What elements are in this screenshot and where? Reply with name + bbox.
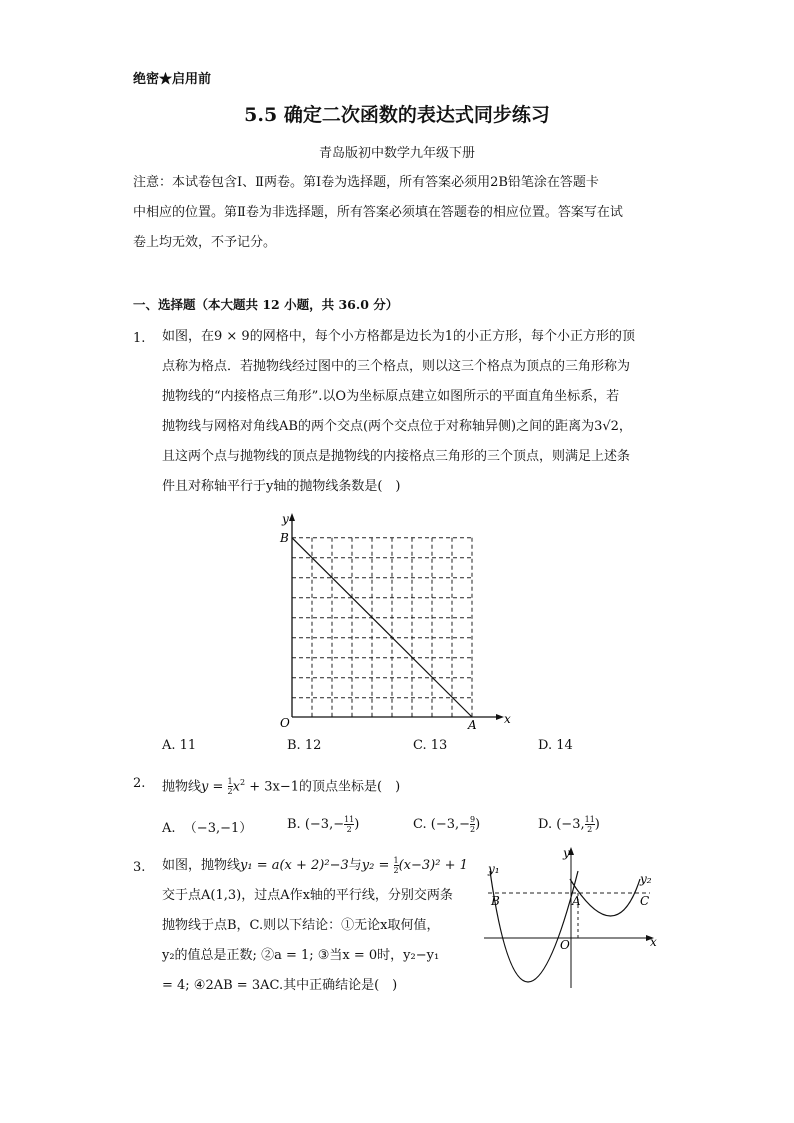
- option-c[interactable]: C. 13: [413, 738, 448, 753]
- question-line: 抛物线与网格对角线AB的两个交点(两个交点位于对称轴异侧)之间的距离为3√2，: [162, 419, 632, 434]
- question-number: 3.: [133, 860, 146, 875]
- q2-option-d[interactable]: D. (−3, $\frac{11}{2}$ ): [538, 815, 600, 834]
- page-title: 5.5 确定二次函数的表达式同步练习: [244, 104, 550, 126]
- question-line: 交于点A(1,3)，过点A作x轴的平行线，分别交两条: [162, 888, 453, 903]
- question-line: = 4; ④2AB = 3AC.其中正确结论是( ): [162, 978, 398, 993]
- instruction-line: 卷上均无效，不予记分。: [133, 235, 277, 250]
- question-line: 点称为格点．若抛物线经过图中的三个格点，则以这三个格点为顶点的三角形称为: [162, 359, 631, 374]
- option-b[interactable]: B. 12: [287, 738, 322, 753]
- point-a-label: A: [572, 894, 581, 908]
- point-a-label: A: [468, 718, 477, 732]
- question-line: y₂的值总是正数; ②a = 1; ③当x = 0时，y₂−y₁: [162, 948, 440, 963]
- question-line: 如图，抛物线y₁ = a(x + 2)²−3与y₂ = $\frac{1}{2}$ (x−3)² + 1: [162, 856, 468, 875]
- option-d[interactable]: D. 14: [538, 738, 573, 753]
- point-b-label: B: [280, 531, 289, 545]
- point-b-label: B: [491, 894, 500, 908]
- instruction-line: 中相应的位置。第Ⅱ卷为非选择题，所有答案必须填在答题卷的相应位置。答案写在试: [133, 205, 623, 220]
- q2-option-b[interactable]: B. (−3,− $\frac{11}{2}$ ): [287, 815, 360, 834]
- origin-label: O: [280, 716, 290, 730]
- diagonal-ab: [292, 538, 472, 717]
- option-a[interactable]: A. 11: [162, 738, 197, 753]
- question-3-text: [162, 851, 472, 1001]
- x-axis-arrow: [496, 714, 504, 720]
- origin-label: O: [560, 938, 570, 952]
- question-line: 抛物线的“内接格点三角形”.以O为坐标原点建立如图所示的平面直角坐标系，若: [162, 389, 620, 404]
- y-axis-label: y: [282, 512, 289, 526]
- question-1-text: [162, 322, 692, 502]
- section-heading: 一、选择题（本大题共 12 小题，共 36.0 分）: [133, 297, 399, 312]
- y-axis-arrow: [289, 513, 295, 521]
- instruction-line: 注意：本试卷包含Ⅰ、Ⅱ两卷。第Ⅰ卷为选择题，所有答案必须用2B铅笔涂在答题卡: [133, 175, 599, 190]
- fraction: $\frac{1}{2}$: [227, 777, 233, 797]
- point-c-label: C: [640, 894, 650, 908]
- y-axis-label: y: [563, 846, 570, 860]
- page-subtitle: 青岛版初中数学九年级下册: [318, 146, 475, 161]
- question-number: 1.: [133, 331, 146, 346]
- question-number: 2.: [133, 776, 146, 791]
- q2-option-c[interactable]: C. (−3,− $\frac{9}{2}$ ): [413, 815, 481, 834]
- question-2-text: 抛物线y = $\frac{1}{2}$ $x^2 + 3x-1$的顶点坐标是( ): [162, 777, 401, 797]
- x-axis-label: x: [504, 712, 511, 726]
- question-line: 且这两个点与抛物线的顶点是抛物线的内接格点三角形的三个顶点，则满足上述条: [162, 449, 631, 464]
- grid-figure: [272, 505, 522, 735]
- x-axis-label: x: [650, 935, 657, 949]
- question-line: 件且对称轴平行于y轴的抛物线条数是( ): [162, 479, 401, 494]
- parabola-y1: [490, 871, 578, 982]
- y1-label: y₁: [488, 862, 500, 876]
- question-line: 抛物线于点B，C.则以下结论：①无论x取何值，: [162, 918, 440, 933]
- q2-option-a[interactable]: A. （−3,−1）: [162, 821, 253, 836]
- parabola-figure: [480, 843, 670, 993]
- instructions: [133, 168, 673, 258]
- y2-label: y₂: [640, 872, 652, 886]
- secret-label: 绝密★启用前: [133, 72, 212, 87]
- question-line: 如图，在9 × 9的网格中，每个小方格都是边长为1的小正方形，每个小正方形的顶: [162, 329, 635, 344]
